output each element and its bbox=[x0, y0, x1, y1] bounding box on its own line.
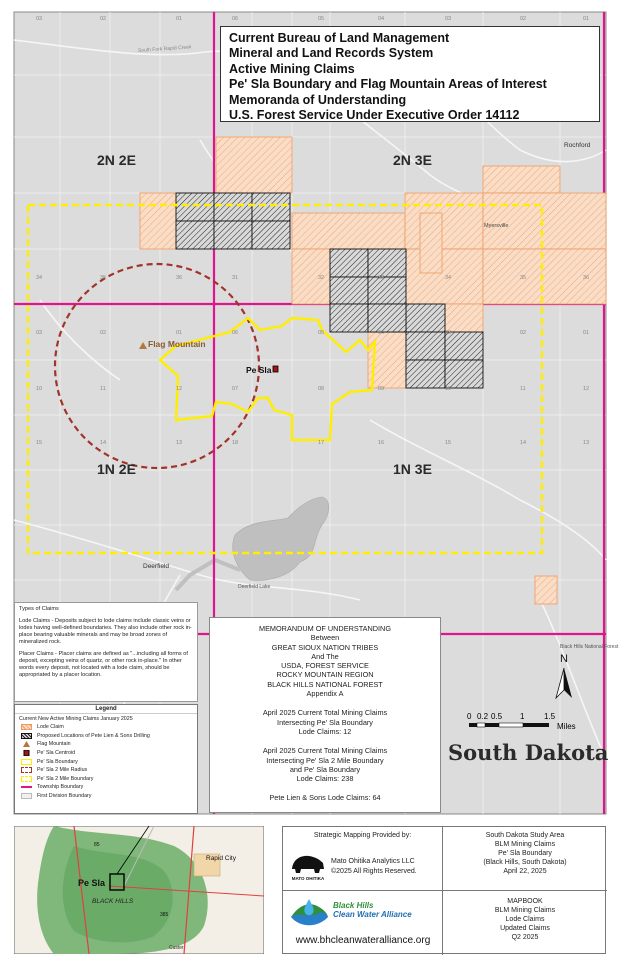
section-number: 06 bbox=[232, 330, 239, 336]
scale-tick-2: 0.5 bbox=[491, 712, 503, 721]
mapbook-line: Q2 2025 bbox=[511, 934, 539, 941]
triangle-icon bbox=[21, 741, 32, 747]
section-number: 13 bbox=[583, 440, 590, 446]
section-number: 04 bbox=[378, 330, 385, 336]
legend-title: Legend bbox=[15, 705, 197, 714]
flag-mountain-label: Flag Mountain bbox=[148, 339, 206, 349]
mou-line: Between bbox=[310, 633, 340, 643]
township-swatch-icon bbox=[21, 784, 32, 790]
scale-tick-0: 0 bbox=[467, 712, 472, 721]
inset-highway-85: 85 bbox=[94, 842, 100, 848]
legend-label: Pe' Sla 2 Mile Boundary bbox=[37, 775, 94, 782]
legend-label: Pe' Sla Boundary bbox=[37, 758, 78, 765]
township-label-2n2e: 2N 2E bbox=[97, 152, 136, 168]
centroid-icon bbox=[21, 750, 32, 756]
section-number: 01 bbox=[583, 330, 590, 336]
deerfield-lake-label: Deerfield Lake bbox=[238, 584, 271, 590]
section-number: 34 bbox=[36, 275, 43, 281]
credits-provider bbox=[283, 827, 443, 891]
study-line: April 22, 2025 bbox=[503, 868, 547, 875]
section-number: 36 bbox=[583, 275, 590, 281]
scale-tick-1: 0.2 bbox=[477, 712, 489, 721]
boundary2-swatch-icon bbox=[21, 776, 32, 782]
placer-claim-def: Placer Claims - Placer claims are defined as "...including all forms of deposit, excepting veins of quartz, or other rock in-place." In other words every deposit, not located with a lode claim, should be appropriated by a placer location. bbox=[19, 651, 188, 678]
logo-text: MATO OHITIKA bbox=[291, 876, 325, 881]
section-number: 33 bbox=[378, 275, 385, 281]
title-line: Current Bureau of Land Management bbox=[229, 31, 450, 45]
legend-subtitle: Current New Active Mining Claims January 2025 bbox=[19, 716, 133, 722]
copyright: ©2025 All Rights Reserved. bbox=[331, 868, 417, 875]
study-line: South Dakota Study Area bbox=[485, 832, 565, 839]
inset-rapid-city-label: Rapid City bbox=[206, 855, 236, 862]
scale-tick-4: 1.5 bbox=[544, 712, 556, 721]
study-line: (Black Hills, South Dakota) bbox=[483, 859, 567, 866]
bhcwa-url[interactable]: www.bhcleanwateralliance.org bbox=[295, 935, 431, 946]
mou-line: Pete Lien & Sons Lode Claims: 64 bbox=[269, 793, 381, 803]
water-drop-logo-icon bbox=[289, 897, 329, 931]
legend-item-flag bbox=[15, 740, 197, 749]
mou-line: MEMORANDUM OF UNDERSTANDING bbox=[258, 624, 392, 633]
boundary-swatch-icon bbox=[21, 759, 32, 765]
section-number: 09 bbox=[378, 386, 385, 392]
road-label-sfrc: South Fork Rapid Creek bbox=[137, 44, 192, 54]
bhnf-label: Black Hills National Forest bbox=[560, 644, 619, 650]
mou-line: Appendix A bbox=[306, 689, 344, 699]
mou-line: GREAT SIOUX NATION TRIBES bbox=[271, 642, 379, 652]
title-line: Memoranda of Understanding bbox=[229, 92, 407, 107]
state-label: South Dakota bbox=[448, 740, 609, 765]
section-number: 12 bbox=[176, 386, 183, 392]
section-number: 15 bbox=[36, 440, 43, 446]
mou-box bbox=[209, 617, 441, 813]
legend-item-lode bbox=[15, 723, 197, 732]
provided-by: Strategic Mapping Provided by: bbox=[313, 832, 412, 839]
legend-item-township bbox=[15, 783, 197, 792]
legend-label: Pe' Sla 2 Mile Radius bbox=[37, 767, 88, 774]
section-number: 01 bbox=[176, 330, 183, 336]
legend-label: Pe' Sla Centroid bbox=[37, 750, 76, 757]
section-number: 05 bbox=[318, 330, 325, 336]
section-number: 32 bbox=[318, 275, 325, 281]
section-number: 03 bbox=[36, 16, 43, 22]
bhcwa-name-1: Black Hills bbox=[333, 901, 374, 910]
section-number: 15 bbox=[445, 440, 452, 446]
section-number: 12 bbox=[583, 386, 590, 392]
section-number: 17 bbox=[318, 440, 325, 446]
mou-line: Lode Claims: 12 bbox=[298, 726, 352, 736]
section-number: 06 bbox=[232, 16, 239, 22]
pesla-label: Pe Sla bbox=[246, 365, 272, 375]
legend-item-radius bbox=[15, 766, 197, 775]
section-number: 11 bbox=[100, 386, 106, 392]
legend-label: Proposed Locations of Pete Lien & Sons Drilling bbox=[37, 732, 150, 739]
title-line: Pe' Sla Boundary and Flag Mountain Areas of Interest bbox=[229, 77, 547, 92]
study-line: BLM Mining Claims bbox=[494, 841, 556, 848]
title-block bbox=[220, 26, 600, 122]
title-line: Mineral and Land Records System bbox=[229, 46, 434, 61]
mou-line: and Pe' Sla Boundary bbox=[289, 764, 361, 774]
mou-line: USDA, FOREST SERVICE bbox=[281, 661, 369, 671]
inset-map[interactable] bbox=[14, 826, 264, 954]
mapbook-line: Updated Claims bbox=[500, 925, 550, 932]
section-number: 35 bbox=[520, 275, 527, 281]
inset-black-hills-label: BLACK HILLS bbox=[92, 898, 134, 905]
section-number: 02 bbox=[520, 16, 527, 22]
section-number: 03 bbox=[445, 16, 452, 22]
title-line: U.S. Forest Service Under Executive Order 14112 bbox=[229, 108, 520, 123]
legend-item-centroid bbox=[15, 749, 197, 758]
section-number: 16 bbox=[378, 440, 385, 446]
lode-swatch-icon bbox=[21, 724, 32, 730]
north-arrow-icon bbox=[552, 652, 576, 702]
section-number: 07 bbox=[232, 386, 239, 392]
bhcwa-block bbox=[283, 891, 443, 955]
legend-label: First Division Boundary bbox=[37, 793, 92, 800]
section-number: 14 bbox=[520, 440, 527, 446]
north-label: N bbox=[560, 653, 568, 665]
inset-custer-label: Custer bbox=[169, 945, 184, 951]
section-number: 04 bbox=[378, 16, 385, 22]
bear-logo-icon bbox=[289, 849, 327, 881]
mapbook-line: Lode Claims bbox=[505, 916, 545, 923]
legend-item-boundary bbox=[15, 757, 197, 766]
legend-label: Lode Claim bbox=[37, 724, 64, 731]
mou-line: Intersecting Pe' Sla 2 Mile Boundary bbox=[266, 755, 384, 765]
township-label-1n3e: 1N 3E bbox=[393, 461, 432, 477]
section-number: 18 bbox=[232, 440, 239, 446]
legend-item-proposed bbox=[15, 732, 197, 741]
section-number: 02 bbox=[520, 330, 527, 336]
scale-unit: Miles bbox=[557, 722, 576, 731]
mou-line: Intersecting Pe' Sla Boundary bbox=[277, 717, 373, 727]
pesla-centroid-icon bbox=[273, 366, 278, 372]
section-number: 03 bbox=[36, 330, 43, 336]
section-number: 14 bbox=[100, 440, 107, 446]
mou-line: And The bbox=[311, 651, 339, 661]
section-number: 01 bbox=[583, 16, 590, 22]
mou-line: April 2025 Current Total Mining Claims bbox=[262, 746, 388, 756]
study-area-block bbox=[443, 827, 607, 891]
types-of-claims bbox=[14, 602, 198, 702]
types-heading: Types of Claims bbox=[19, 606, 59, 612]
mapbook-block bbox=[443, 891, 607, 955]
mou-line: ROCKY MOUNTAIN REGION bbox=[276, 670, 374, 680]
mapbook-line: MAPBOOK bbox=[507, 898, 543, 905]
scale-bar bbox=[465, 710, 585, 736]
title-line: Active Mining Claims bbox=[229, 61, 355, 76]
section-number: 01 bbox=[176, 16, 183, 22]
inset-highway-385: 385 bbox=[160, 912, 169, 918]
rochford-label: Rochford bbox=[564, 142, 591, 149]
legend-label: Township Boundary bbox=[37, 784, 84, 791]
section-number: 10 bbox=[36, 386, 43, 392]
township-label-1n2e: 1N 2E bbox=[97, 461, 136, 477]
section-number: 02 bbox=[100, 330, 107, 336]
org-name: Mato Ohitika Analytics LLC bbox=[331, 858, 415, 865]
section-number: 05 bbox=[318, 16, 325, 22]
study-line: Pe' Sla Boundary bbox=[498, 850, 552, 857]
section-number: 36 bbox=[176, 275, 183, 281]
section-number: 10 bbox=[445, 386, 452, 392]
section-number: 35 bbox=[100, 275, 107, 281]
section-number: 11 bbox=[520, 386, 526, 392]
scale-tick-3: 1 bbox=[520, 712, 525, 721]
bhcwa-name-2: Clean Water Alliance bbox=[333, 910, 412, 919]
proposed-swatch-icon bbox=[21, 733, 32, 739]
legend-item-boundary2 bbox=[15, 775, 197, 784]
division-swatch-icon bbox=[21, 793, 32, 799]
deerfield-label: Deerfield bbox=[143, 563, 170, 570]
credits-panel bbox=[282, 826, 606, 954]
mou-line: Lode Claims: 238 bbox=[296, 774, 354, 784]
legend-label: Flag Mountain bbox=[37, 741, 71, 748]
mapbook-line: BLM Mining Claims bbox=[494, 907, 556, 914]
section-number: 13 bbox=[176, 440, 183, 446]
township-label-2n3e: 2N 3E bbox=[393, 152, 432, 168]
mou-line: April 2025 Current Total Mining Claims bbox=[262, 708, 388, 718]
radius-swatch-icon bbox=[21, 767, 32, 773]
legend bbox=[14, 704, 198, 814]
mou-line: BLACK HILLS NATIONAL FOREST bbox=[267, 679, 383, 689]
section-number: 08 bbox=[318, 386, 325, 392]
section-number: 34 bbox=[445, 275, 452, 281]
section-number: 02 bbox=[100, 16, 107, 22]
section-number: 31 bbox=[232, 275, 239, 281]
lode-claim-def: Lode Claims - Deposits subject to lode claims include classic veins or lodes having well-defined boundaries. They also include other rock in-place bearing valuable minerals and may be broad zones of mineralized rock. bbox=[19, 618, 192, 645]
legend-item-division bbox=[15, 792, 197, 801]
section-number: 03 bbox=[445, 330, 452, 336]
inset-pesla-label: Pe Sla bbox=[78, 878, 106, 888]
myersville-label: Myersville bbox=[484, 223, 509, 229]
